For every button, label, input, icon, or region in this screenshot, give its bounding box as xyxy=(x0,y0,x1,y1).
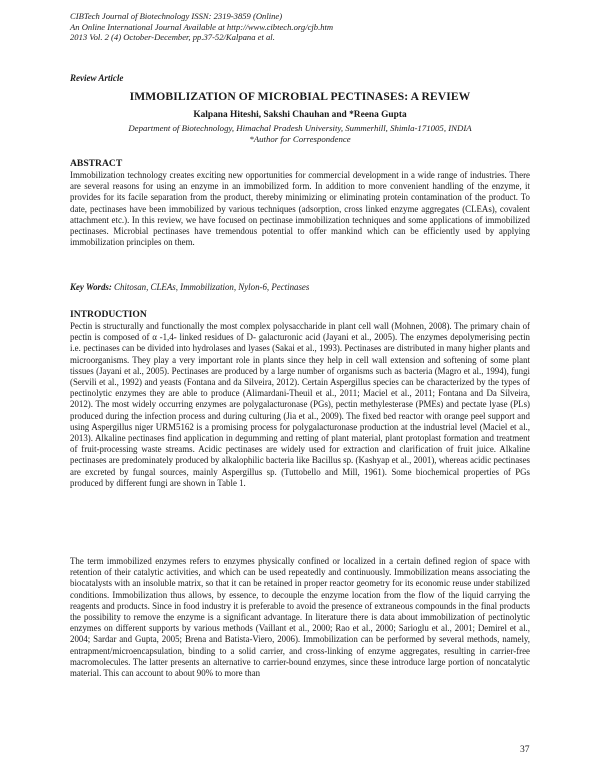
journal-name: CIBTech Journal of Biotechnology ISSN: 2319-3859 (Online) xyxy=(70,11,283,21)
abstract-heading: ABSTRACT xyxy=(70,158,123,169)
author-list: Kalpana Hiteshi, Sakshi Chauhan and *Reena Gupta xyxy=(193,110,407,120)
intro-paragraph-1: Pectin is structurally and functionally the most complex polysaccharide in plant cell wall (Mohnen, 2008). The primary chain of pectin is composed of α -1,4- linked residues of D- galacturonic acid (Jayani et al., 2005). The enzymes depolymerising pectin i.e. pectinases can be divided into hydrolases and lyases (Sakai et al., 1993). Pectinases are distributed in many higher plants and microorganisms. They play a very important role in plants since they help in cell wall extension and softening of some plant tissues (Jayani et al., 2005). Pectinases are produced by a large number of organisms such as bacteria (Magro et al., 1994), fungi (Servili et al., 1992) and yeasts (Fontana and da Silveira, 2012). Certain Aspergillus species can be characterized by the types of pectinolytic enzymes they are able to produce (Alimardani-Theuil et al., 2011; Maciel et al., 2011; Fontana and Da Silveira, 2012). The most widely occurring enzymes are polygalacturonase (PGs), pectin methylesterase (PMEs) and pectate lyase (PLs) produced during the infection process and during culturing (Jia et al., 2009). The fixed bed reactor with orange peel support and using Aspergillus niger URM5162 is a promising process for polygalacturonase production at the industrial level (Maciel et al., 2013). Alkaline pectinases find application in degumming and retting of plant material, plant protoplast formation and treatment of fruit-processing waste streams. Acidic pectinases are widely used for extraction and clarification of fruit juice. Alkaline pectinases are predominately produced by alkalophilic bacteria like Bacillus sp. (Kashyap et al., 2001), whereas acidic pectinases are excreted by fungal sources, mainly Aspergillus sp. (Tuttobello and Mill, 1961). Some biochemical properties of PGs produced by different fungi are shown in Table 1. xyxy=(70,321,530,488)
affiliation: Department of Biotechnology, Himachal Pradesh University, Summerhill, Shimla-171005, INDIA xyxy=(128,123,472,133)
affiliation-block xyxy=(70,123,530,146)
intro-paragraph-2: The term immobilized enzymes refers to enzymes physically confined or localized in a certain defined region of space with retention of their catalytic activities, and which can be used repeatedly and continuously. Immobilization means associating the biocatalysts with an insoluble matrix, so that it can be retained in proper reactor geometry for its economic reuse under stabilized conditions. Immobilization thus allows, by essence, to decouple the enzyme location from the flow of the liquid carrying the reagents and products. Since in food industry it is preferable to avoid the presence of extraneous compounds in the final products the possibility to remove the enzyme is a significant advantage. In literature there is data about immobilization of pectinolytic enzymes on different supports by various methods (Vaillant et al., 2000; Rao et al., 2000; Sarioglu et al., 2001; Demirel et al., 2004; Sardar and Gupta, 2005; Brena and Batista-Viero, 2006). Immobilization can be performed by several methods, namely, entrapment/microencapsulation, binding to a solid carrier, and cross-linking of enzyme aggregates, resulting in carrier-free macromolecules. The latter presents an alternative to carrier-bound enzymes, since these introduce large portion of noncatalytic material. This can account to about 90% to more than xyxy=(70,556,530,679)
abstract-text: Immobilization technology creates exciting new opportunities for commercial development in a wide range of industries. There are several reasons for using an enzyme in an immobilized form. In addition to more convenient handling of the enzyme, it provides for its facile separation from the product, thereby minimizing or eliminating protein contamination of the product. To date, pectinases have been immobilized by various techniques (adsorption, cross linked enzyme aggregates (CLEAs), covalent attachment etc.). In this review, we have focused on pectinase immobilization techniques and some applications of immobilized pectinases. Microbial pectinases have tremendous potential to offer mankind which can be efficiently used by applying immobilization principles on them. xyxy=(70,170,530,248)
journal-availability: An Online International Journal Available at http://www.cibtech.org/cjb.htm xyxy=(70,21,334,32)
paper-title: IMMOBILIZATION OF MICROBIAL PECTINASES: A REVIEW xyxy=(129,90,471,103)
keywords-text: Chitosan, CLEAs, Immobilization, Nylon-6, Pectinases xyxy=(114,282,310,292)
keywords-label: Key Words: xyxy=(70,282,112,292)
article-type: Review Article xyxy=(70,73,124,83)
journal-header xyxy=(70,11,540,43)
keywords-line xyxy=(70,282,530,292)
page-number: 37 xyxy=(520,744,530,755)
correspondence-note: *Author for Correspondence xyxy=(249,134,351,145)
journal-issue: 2013 Vol. 2 (4) October-December, pp.37-52/Kalpana et al. xyxy=(70,32,275,43)
introduction-heading: INTRODUCTION xyxy=(70,309,147,320)
